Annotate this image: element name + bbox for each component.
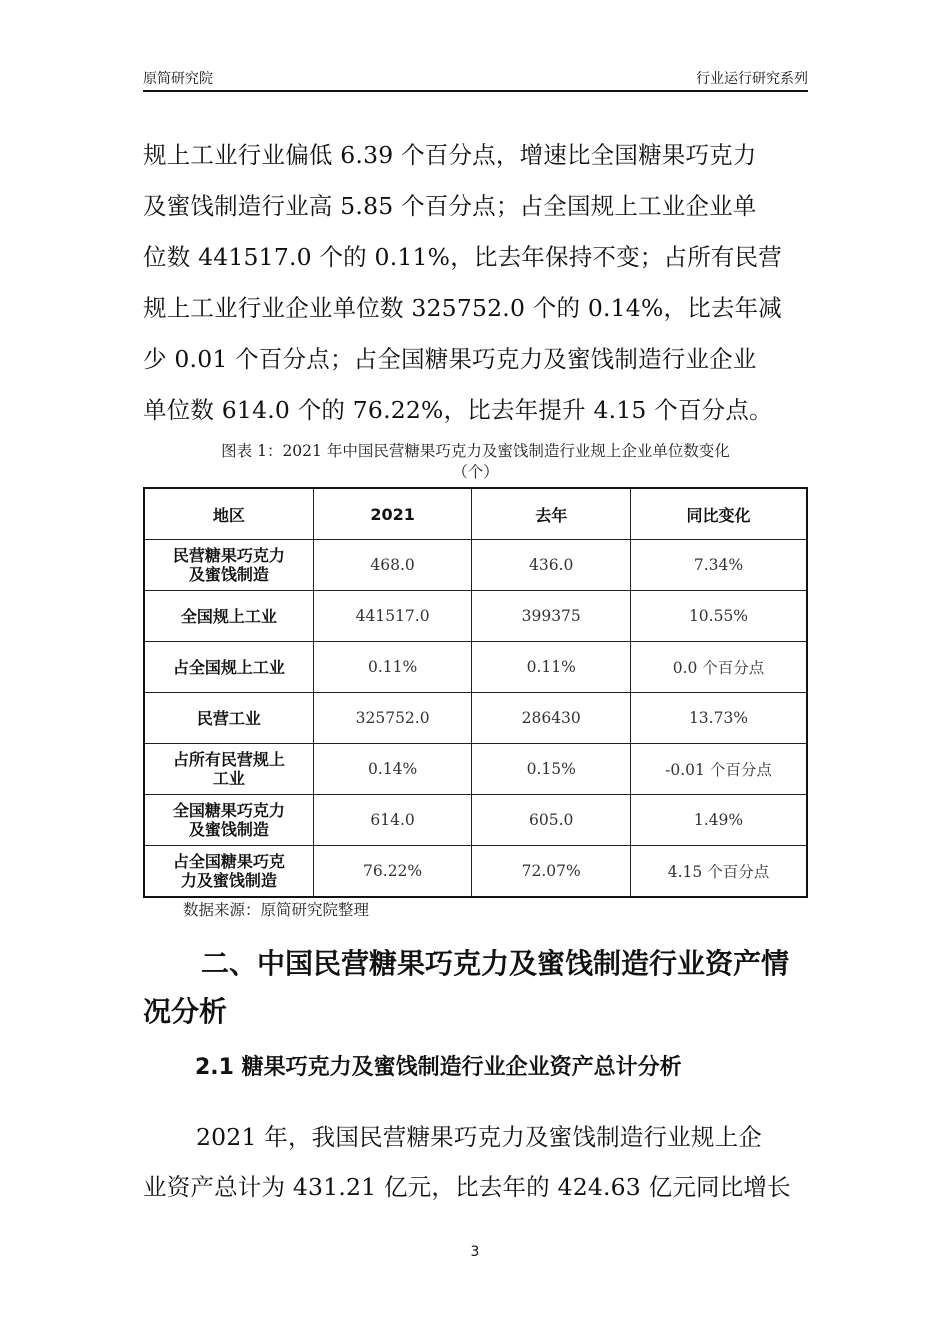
cell-change: 1.49% (630, 795, 807, 846)
cell-last-year: 436.0 (472, 540, 631, 591)
page-number: 3 (470, 1244, 480, 1260)
paragraph-line: 2021 年，我国民营糖果巧克力及蜜饯制造行业规上企 (196, 1123, 762, 1151)
paragraph-line: 位数 441517.0 个的 0.11%，比去年保持不变；占所有民营 (143, 243, 782, 271)
header-series-name: 行业运行研究系列 (696, 71, 808, 87)
column-header-last-year: 去年 (472, 488, 631, 540)
cell-2021: 441517.0 (313, 591, 472, 642)
table-row (144, 795, 807, 846)
paragraph-line: 规上工业行业偏低 6.39 个百分点，增速比全国糖果巧克力 (143, 141, 757, 169)
table-row (144, 744, 807, 795)
cell-change: 10.55% (630, 591, 807, 642)
cell-change: 0.0 个百分点 (630, 642, 807, 693)
cell-last-year: 399375 (472, 591, 631, 642)
cell-2021: 614.0 (313, 795, 472, 846)
column-header-yoy-change: 同比变化 (630, 488, 807, 540)
unit-count-table (143, 487, 808, 898)
subsection-heading: 2.1 糖果巧克力及蜜饯制造行业企业资产总计分析 (195, 1055, 682, 1080)
paragraph-line: 及蜜饯制造行业高 5.85 个百分点；占全国规上工业企业单 (143, 192, 757, 220)
table-caption: 图表 1：2021 年中国民营糖果巧克力及蜜饯制造行业规上企业单位数变化 (221, 442, 730, 460)
table-row (144, 591, 807, 642)
row-label: 全国规上工业 (144, 591, 313, 642)
table-caption-unit: （个） (452, 463, 499, 481)
section-heading: 二、中国民营糖果巧克力及蜜饯制造行业资产情 (201, 947, 790, 980)
table-row (144, 540, 807, 591)
table-row (144, 642, 807, 693)
paragraph-line: 业资产总计为 431.21 亿元，比去年的 424.63 亿元同比增长 (143, 1173, 791, 1201)
data-source-note: 数据来源：原简研究院整理 (183, 901, 370, 919)
row-label: 占全国规上工业 (144, 642, 313, 693)
cell-change: 7.34% (630, 540, 807, 591)
cell-2021: 325752.0 (313, 693, 472, 744)
cell-2021: 76.22% (313, 846, 472, 898)
row-label: 民营工业 (144, 693, 313, 744)
cell-change: 4.15 个百分点 (630, 846, 807, 898)
cell-last-year: 286430 (472, 693, 631, 744)
table-row (144, 693, 807, 744)
cell-2021: 468.0 (313, 540, 472, 591)
header-org-name: 原简研究院 (143, 71, 213, 87)
row-label: 占所有民营规上 工业 (144, 744, 313, 795)
row-label: 占全国糖果巧克 力及蜜饯制造 (144, 846, 313, 898)
cell-2021: 0.11% (313, 642, 472, 693)
page-header (143, 66, 808, 92)
paragraph-line: 单位数 614.0 个的 76.22%，比去年提升 4.15 个百分点。 (143, 396, 773, 424)
section-heading-continued: 况分析 (143, 995, 228, 1028)
cell-2021: 0.14% (313, 744, 472, 795)
table-row (144, 846, 807, 898)
cell-last-year: 72.07% (472, 846, 631, 898)
row-label: 全国糖果巧克力 及蜜饯制造 (144, 795, 313, 846)
column-header-2021: 2021 (313, 488, 472, 540)
paragraph-line: 规上工业行业企业单位数 325752.0 个的 0.14%，比去年减 (143, 294, 782, 322)
row-label: 民营糖果巧克力 及蜜饯制造 (144, 540, 313, 591)
cell-change: -0.01 个百分点 (630, 744, 807, 795)
cell-last-year: 605.0 (472, 795, 631, 846)
cell-last-year: 0.15% (472, 744, 631, 795)
paragraph-line: 少 0.01 个百分点；占全国糖果巧克力及蜜饯制造行业企业 (143, 345, 757, 373)
column-header-region: 地区 (144, 488, 313, 540)
cell-change: 13.73% (630, 693, 807, 744)
table-header-row (144, 488, 807, 540)
cell-last-year: 0.11% (472, 642, 631, 693)
